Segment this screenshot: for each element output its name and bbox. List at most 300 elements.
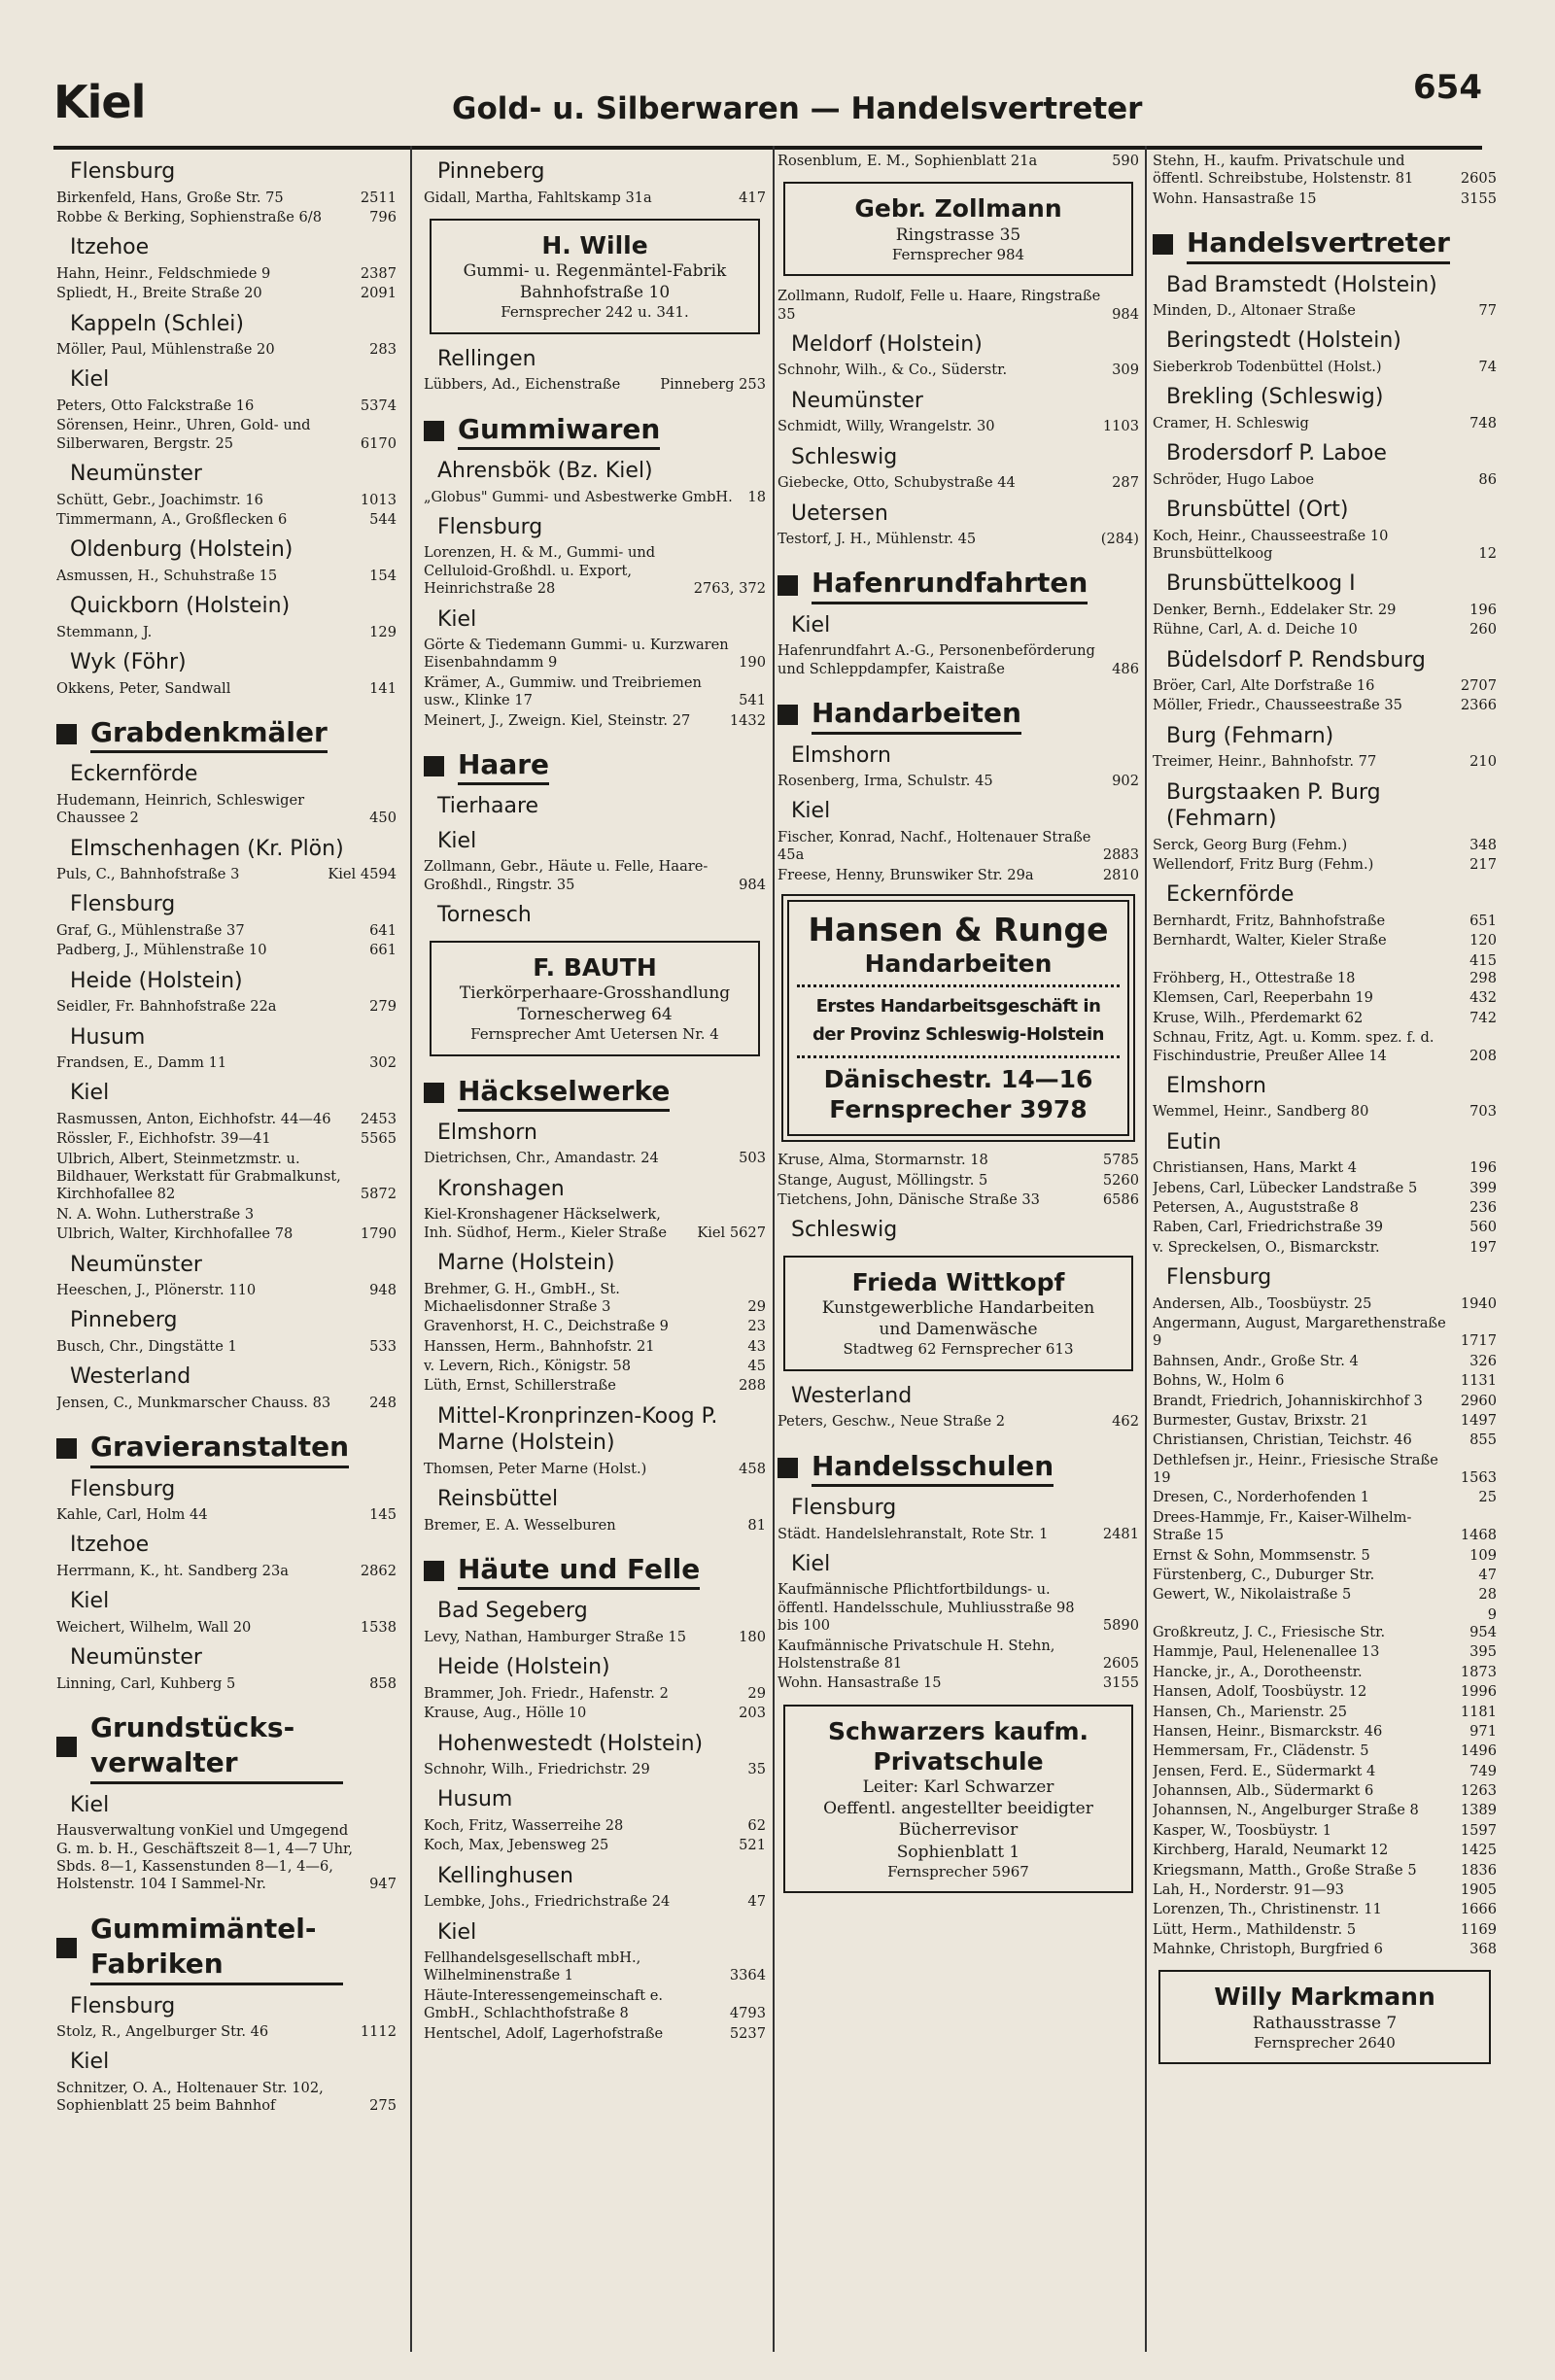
listing-entry xyxy=(778,1674,1139,1692)
advertisement-box xyxy=(783,1256,1133,1371)
listing-name-address: Graf, G., Mühlenstraße 37 xyxy=(56,921,245,939)
listing-name-address: Heeschen, J., Plönerstr. 110 xyxy=(56,1282,257,1299)
listing-entry xyxy=(1153,753,1497,771)
listing-entry xyxy=(1153,1941,1497,1958)
listing-entry xyxy=(424,637,766,673)
listing-entry xyxy=(1153,415,1497,432)
listing-phone-number: 120 xyxy=(1469,932,1497,949)
listing-name-address: Burmester, Gustav, Brixstr. 21 xyxy=(1153,1411,1369,1429)
listing-phone-number: 1131 xyxy=(1460,1372,1497,1390)
listing-name-address: Raben, Carl, Friedrichstraße 39 xyxy=(1153,1219,1384,1236)
column-2 xyxy=(424,151,766,2357)
advertisement-line: Fernsprecher 2640 xyxy=(1254,2033,1396,2052)
listing-phone-number: 2763, 372 xyxy=(693,580,766,598)
listing-name-address: Stehn, H., kaufm. Privatschule und öffentl. Schreibstube, Holstenstr. 81 xyxy=(1153,153,1414,188)
listing-entry xyxy=(56,1206,397,1224)
listing-name-address: Kaufmännische Pflichtfortbildungs- u. öffentl. Handelsschule, Muhliusstraße 98 bis 100 xyxy=(778,1581,1075,1635)
place-heading: Eckernförde xyxy=(70,762,198,787)
listing-phone-number: 348 xyxy=(1469,836,1497,853)
dotted-rule xyxy=(797,984,1120,987)
listing-entry xyxy=(424,858,766,894)
listing-entry xyxy=(1153,528,1497,564)
place-heading: Neumünster xyxy=(791,388,923,413)
place-heading: Oldenburg (Holstein) xyxy=(70,537,294,563)
listing-entry xyxy=(778,1638,1139,1673)
listing-entry xyxy=(778,642,1139,678)
listing-entry xyxy=(56,1675,397,1693)
listing-name-address: Hausverwaltung vonKiel und Umgegend G. m. b. H., Geschäftszeit 8—1, 4—7 Uhr, Sbds. 8—1, Kassenstunden 8—1, 4—6, Holstenstr. 104 I Sammel-Nr. xyxy=(56,1822,354,1893)
place-heading: Kiel xyxy=(70,2050,110,2075)
listing-phone-number: 1717 xyxy=(1460,1332,1497,1350)
advertisement-line: Tornescherweg 64 xyxy=(517,1004,673,1024)
listing-name-address: Peters, Otto Falckstraße 16 xyxy=(56,397,255,414)
listing-name-address: Padberg, J., Mühlenstraße 10 xyxy=(56,942,267,959)
listing-entry xyxy=(424,1685,766,1703)
section-heading xyxy=(56,1710,397,1784)
listing-name-address: Brandt, Friedrich, Johanniskirchhof 3 xyxy=(1153,1392,1423,1409)
listing-entry xyxy=(1153,1372,1497,1390)
listing-name-address: Stolz, R., Angelburger Str. 46 xyxy=(56,2023,269,2041)
listing-name-address: Wohn. Hansastraße 15 xyxy=(778,1674,942,1692)
advertisement-line: H. Wille xyxy=(541,230,648,259)
listing-phone-number: 302 xyxy=(369,1054,397,1072)
place-heading: Itzehoe xyxy=(70,1533,150,1558)
listing-name-address: Großkreutz, J. C., Friesische Str. xyxy=(1153,1624,1386,1641)
listing-name-address: Sörensen, Heinr., Uhren, Gold- und Silberwaren, Bergstr. 25 xyxy=(56,417,311,452)
listing-name-address: Wellendorf, Fritz Burg (Fehm.) xyxy=(1153,856,1374,874)
listing-phone-number: 141 xyxy=(369,679,397,697)
place-heading: Wyk (Föhr) xyxy=(70,650,187,674)
listing-phone-number: 533 xyxy=(369,1337,397,1355)
listing-phone-number: 287 xyxy=(1112,474,1139,492)
listing-name-address: Thomsen, Peter Marne (Holst.) xyxy=(424,1460,647,1477)
listing-name-address: Hanssen, Herm., Bahnhofstr. 21 xyxy=(424,1337,655,1355)
listing-name-address: Spliedt, H., Breite Straße 20 xyxy=(56,285,262,302)
listing-phone-number: 1432 xyxy=(729,711,766,729)
listing-phone-number: 2366 xyxy=(1460,697,1497,714)
place-heading: Burgstaaken P. Burg (Fehmarn) xyxy=(1166,779,1381,832)
place-heading: Tornesch xyxy=(437,903,532,928)
advertisement-line: Frieda Wittkopf xyxy=(851,1267,1065,1296)
listing-phone-number: 29 xyxy=(747,1297,766,1315)
listing-name-address: Giebecke, Otto, Schubystraße 44 xyxy=(778,474,1016,492)
place-heading: Kiel xyxy=(437,1919,477,1945)
listing-entry xyxy=(778,474,1139,492)
listing-phone-number: 5872 xyxy=(360,1186,397,1203)
listing-entry xyxy=(1153,1704,1497,1721)
listing-entry xyxy=(1153,677,1497,695)
listing-phone-number: 62 xyxy=(747,1816,766,1834)
column-divider xyxy=(773,146,775,2352)
section-marker-icon xyxy=(424,1083,444,1103)
place-heading: Kronshagen xyxy=(437,1176,565,1201)
section-title: Grabdenkmäler xyxy=(90,715,328,753)
listing-name-address: Seidler, Fr. Bahnhofstraße 22a xyxy=(56,998,277,1016)
listing-phone-number: 855 xyxy=(1469,1431,1497,1449)
advertisement-box xyxy=(1158,1970,1491,2064)
listing-name-address: Weichert, Wilhelm, Wall 20 xyxy=(56,1618,252,1636)
listing-entry xyxy=(56,568,397,585)
listing-phone-number: 236 xyxy=(1469,1199,1497,1217)
listing-name-address: Kaufmännische Privatschule H. Stehn, Holstenstraße 81 xyxy=(778,1637,1055,1672)
listing-entry xyxy=(56,942,397,959)
listing-name-address: Kruse, Alma, Stormarnstr. 18 xyxy=(778,1152,988,1169)
listing-entry xyxy=(1153,952,1497,988)
page-number: 654 xyxy=(1413,68,1482,107)
listing-entry xyxy=(1153,1842,1497,1859)
listing-entry xyxy=(56,624,397,641)
section-marker-icon xyxy=(424,756,444,776)
listing-entry xyxy=(1153,1862,1497,1880)
listing-entry xyxy=(1153,1239,1497,1257)
listing-phone-number: 1013 xyxy=(360,491,397,508)
listing-entry xyxy=(1153,1802,1497,1819)
listing-name-address: Krämer, A., Gummiw. und Treibriemen usw., Klinke 17 xyxy=(424,673,702,709)
listing-entry xyxy=(56,1282,397,1299)
place-heading: Flensburg xyxy=(70,159,176,184)
place-heading: Westerland xyxy=(791,1383,913,1408)
listing-name-address: Peters, Geschw., Neue Straße 2 xyxy=(778,1413,1006,1431)
advertisement-line: Rathausstrasse 7 xyxy=(1252,2013,1398,2033)
listing-entry xyxy=(424,1338,766,1356)
listing-entry xyxy=(1153,837,1497,854)
advertisement-line: Leiter: Karl Schwarzer xyxy=(862,1777,1054,1798)
listing-phone-number: 2453 xyxy=(360,1110,397,1127)
listing-entry xyxy=(424,1837,766,1854)
listing-phone-number: 1996 xyxy=(1460,1683,1497,1701)
listing-phone-number: 6170 xyxy=(360,434,397,452)
place-heading: Tierhaare xyxy=(437,794,539,819)
listing-name-address: Jensen, Ferd. E., Südermarkt 4 xyxy=(1153,1762,1376,1779)
listing-name-address: Görte & Tiedemann Gummi- u. Kurzwaren Eisenbahndamm 9 xyxy=(424,637,729,672)
listing-name-address: Bröer, Carl, Alte Dorfstraße 16 xyxy=(1153,677,1375,695)
listing-entry xyxy=(1153,1509,1497,1545)
listing-name-address: Bernhardt, Walter, Kieler Straße xyxy=(1153,932,1387,949)
listing-entry xyxy=(1153,1393,1497,1410)
listing-entry xyxy=(1153,1586,1497,1604)
listing-phone-number: 796 xyxy=(369,208,397,225)
listing-entry xyxy=(56,1395,397,1412)
listing-entry xyxy=(56,1822,397,1894)
place-heading: Brunsbüttel (Ort) xyxy=(1166,498,1349,523)
listing-name-address: Brehmer, G. H., GmbH., St. Michaelisdonner Straße 3 xyxy=(424,1280,620,1315)
section-heading xyxy=(778,566,1139,604)
column-3 xyxy=(778,151,1139,2357)
place-heading: Westerland xyxy=(70,1364,191,1390)
listing-entry xyxy=(1153,989,1497,1007)
listing-phone-number: 2481 xyxy=(1102,1525,1139,1542)
listing-name-address: Gidall, Martha, Fahltskamp 31a xyxy=(424,189,652,206)
listing-phone-number: 521 xyxy=(739,1837,766,1854)
listing-entry xyxy=(1153,1901,1497,1918)
place-heading: Kiel xyxy=(70,1792,110,1817)
listing-name-address: N. A. Wohn. Lutherstraße 3 xyxy=(56,1205,255,1223)
listing-entry xyxy=(778,867,1139,884)
listing-name-address: Hemmersam, Fr., Clädenstr. 5 xyxy=(1153,1742,1369,1760)
listing-entry xyxy=(424,674,766,710)
listing-entry xyxy=(1153,856,1497,874)
listing-phone-number: 248 xyxy=(369,1394,397,1411)
place-heading: Rellingen xyxy=(437,346,536,371)
place-heading: Neumünster xyxy=(70,1252,202,1277)
listing-name-address: Kiel-Kronshagener Häckselwerk, Inh. Südhof, Herm., Kieler Straße xyxy=(424,1206,668,1241)
listing-phone-number: 1836 xyxy=(1460,1861,1497,1879)
listing-entry xyxy=(778,829,1139,865)
listing-entry xyxy=(56,922,397,940)
place-heading: Flensburg xyxy=(70,892,176,917)
section-marker-icon xyxy=(424,421,444,441)
place-heading: Kiel xyxy=(70,367,110,393)
listing-phone-number: 1873 xyxy=(1460,1663,1497,1680)
listing-name-address: Hansen, Adolf, Toosbüystr. 12 xyxy=(1153,1683,1367,1701)
listing-phone-number: 35 xyxy=(747,1761,766,1778)
listing-name-address: Dresen, C., Norderhofenden 1 xyxy=(1153,1489,1370,1506)
listing-entry xyxy=(424,1358,766,1375)
listing-name-address: Städt. Handelslehranstalt, Rote Str. 1 xyxy=(778,1525,1049,1542)
place-heading: Neumünster xyxy=(70,462,202,486)
listing-entry xyxy=(778,773,1139,790)
listing-phone-number: 47 xyxy=(1478,1566,1497,1583)
listing-entry xyxy=(56,1054,397,1072)
advertisement-box xyxy=(430,941,760,1056)
section-marker-icon xyxy=(56,1438,77,1459)
listing-entry xyxy=(1153,1199,1497,1217)
column-divider xyxy=(1145,146,1147,2352)
listing-name-address: Cramer, H. Schleswig xyxy=(1153,414,1309,431)
section-heading xyxy=(56,1430,397,1467)
listing-phone-number: 1790 xyxy=(360,1225,397,1243)
listing-phone-number: 196 xyxy=(1469,1159,1497,1177)
advertisement-line: Hansen & Runge xyxy=(808,911,1109,949)
listing-name-address: Hudemann, Heinrich, Schleswiger Chaussee 2 xyxy=(56,791,305,827)
listing-entry xyxy=(424,1461,766,1478)
listing-name-address: Gewert, W., Nikolaistraße 5 xyxy=(1153,1586,1352,1604)
section-heading xyxy=(778,696,1139,734)
listing-phone-number: 1905 xyxy=(1460,1880,1497,1898)
listing-entry xyxy=(1153,1664,1497,1681)
listing-entry xyxy=(1153,1353,1497,1370)
place-heading: Heide (Holstein) xyxy=(437,1655,610,1680)
section-title: Häute und Felle xyxy=(458,1552,700,1590)
section-heading xyxy=(424,1074,766,1112)
listing-phone-number: 3155 xyxy=(1460,190,1497,207)
listing-phone-number: 309 xyxy=(1112,362,1139,379)
listing-phone-number: 2883 xyxy=(1102,846,1139,864)
listing-phone-number: 560 xyxy=(1469,1219,1497,1236)
listing-entry xyxy=(778,1191,1139,1209)
listing-entry xyxy=(1153,1489,1497,1506)
listing-entry xyxy=(1153,190,1497,208)
listing-name-address: Kriegsmann, Matth., Große Straße 5 xyxy=(1153,1861,1417,1879)
listing-phone-number: 703 xyxy=(1469,1103,1497,1121)
listing-name-address: Schmidt, Willy, Wrangelstr. 30 xyxy=(778,418,995,435)
listing-phone-number: 129 xyxy=(369,623,397,640)
listing-entry xyxy=(56,1151,397,1204)
listing-name-address: Stange, August, Möllingstr. 5 xyxy=(778,1171,988,1189)
listing-name-address: Schröder, Hugo Laboe xyxy=(1153,470,1315,488)
listing-entry xyxy=(424,1517,766,1535)
listing-entry xyxy=(424,1206,766,1242)
advertisement-line: Erstes Handarbeitsgeschäft in xyxy=(815,996,1101,1018)
listing-entry xyxy=(56,285,397,302)
place-heading: Husum xyxy=(70,1024,146,1050)
listing-entry xyxy=(1153,697,1497,714)
listing-entry xyxy=(1153,359,1497,376)
listing-entry xyxy=(56,2023,397,2041)
section-marker-icon xyxy=(778,575,798,596)
place-heading: Elmshorn xyxy=(1166,1073,1266,1098)
section-heading xyxy=(1153,225,1497,263)
listing-entry xyxy=(56,397,397,415)
place-heading: Eutin xyxy=(1166,1129,1222,1155)
listing-name-address: Bremer, E. A. Wesselburen xyxy=(424,1516,616,1534)
listing-name-address: Fischer, Konrad, Nachf., Holtenauer Straße 45a xyxy=(778,828,1091,864)
place-heading: Quickborn (Holstein) xyxy=(70,594,291,619)
advertisement-line: Bahnhofstraße 10 xyxy=(519,283,671,303)
listing-name-address: Angermann, August, Margarethenstraße 9 xyxy=(1153,1315,1446,1350)
listing-entry xyxy=(778,153,1139,170)
listing-entry xyxy=(56,792,397,828)
listing-entry xyxy=(1153,932,1497,949)
advertisement-line: Fernsprecher 242 u. 341. xyxy=(501,303,689,322)
listing-entry xyxy=(1153,1295,1497,1313)
place-heading: Kappeln (Schlei) xyxy=(70,311,244,336)
listing-name-address: Koch, Fritz, Wasserreihe 28 xyxy=(424,1816,624,1834)
listing-name-address: Hentschel, Adolf, Lagerhofstraße xyxy=(424,2024,664,2042)
advertisement-line: Oeffentl. angestellter beeidigter Bücherrevisor xyxy=(823,1799,1093,1841)
listing-name-address: Zollmann, Rudolf, Felle u. Haare, Ringstraße 35 xyxy=(778,288,1101,323)
listing-name-address: Schütt, Gebr., Joachimstr. 16 xyxy=(56,491,263,508)
listing-phone-number: 25 xyxy=(1478,1489,1497,1506)
listing-phone-number: 1538 xyxy=(360,1618,397,1636)
advertisement-line: Stadtweg 62 Fernsprecher 613 xyxy=(843,1340,1074,1359)
listing-phone-number: 1425 xyxy=(1460,1842,1497,1859)
place-heading: Kiel xyxy=(70,1081,110,1106)
listing-name-address: Kirchberg, Harald, Neumarkt 12 xyxy=(1153,1842,1389,1859)
listing-phone-number: 486 xyxy=(1112,660,1139,677)
listing-name-address: Krause, Aug., Hölle 10 xyxy=(424,1705,587,1722)
place-heading: Beringstedt (Holstein) xyxy=(1166,328,1401,354)
listing-phone-number: 3155 xyxy=(1102,1674,1139,1692)
listing-entry xyxy=(1153,1315,1497,1351)
place-heading: Husum xyxy=(437,1787,513,1812)
listing-phone-number: 399 xyxy=(1469,1179,1497,1196)
listing-name-address: Levy, Nathan, Hamburger Straße 15 xyxy=(424,1628,686,1645)
listing-phone-number: 984 xyxy=(739,876,766,893)
listing-phone-number: 77 xyxy=(1478,302,1497,320)
listing-entry xyxy=(778,288,1139,324)
advertisement-line: Handarbeiten xyxy=(864,949,1053,978)
listing-phone-number: 1112 xyxy=(360,2023,397,2041)
listing-name-address: Schnau, Fritz, Agt. u. Komm. spez. f. d. Fischindustrie, Preußer Allee 14 xyxy=(1153,1029,1434,1064)
listing-phone-number: 275 xyxy=(369,2097,397,2115)
listing-name-address: Petersen, A., Auguststraße 8 xyxy=(1153,1199,1359,1217)
listing-entry xyxy=(1153,1547,1497,1565)
listing-phone-number: 641 xyxy=(369,921,397,939)
listing-phone-number: 5565 xyxy=(360,1130,397,1148)
advertisement-box xyxy=(783,182,1133,276)
listing-phone-number: 1181 xyxy=(1460,1703,1497,1720)
listing-name-address: Hammje, Paul, Helenenallee 13 xyxy=(1153,1643,1380,1661)
listing-phone-number: 145 xyxy=(369,1506,397,1524)
listing-phone-number: 180 xyxy=(739,1628,766,1645)
listing-entry xyxy=(1153,1763,1497,1780)
place-heading: Elmshorn xyxy=(791,742,891,768)
listing-phone-number: 2605 xyxy=(1460,170,1497,188)
listing-entry xyxy=(424,544,766,598)
listing-name-address: Drees-Hammje, Fr., Kaiser-Wilhelm-Straße 15 xyxy=(1153,1508,1412,1544)
listing-entry xyxy=(1153,1010,1497,1027)
listing-name-address: Herrmann, K., ht. Sandberg 23a xyxy=(56,1562,289,1579)
listing-phone-number: 2707 xyxy=(1460,677,1497,695)
place-heading: Kiel xyxy=(791,1551,831,1576)
section-title: Hafenrundfahrten xyxy=(812,566,1088,604)
listing-name-address: Hafenrundfahrt A.-G., Personenbeförderung und Schleppdampfer, Kaistraße xyxy=(778,642,1095,677)
listing-name-address: Serck, Georg Burg (Fehm.) xyxy=(1153,836,1348,853)
section-heading xyxy=(56,715,397,753)
listing-phone-number: 81 xyxy=(747,1516,766,1534)
listing-name-address: Bernhardt, Fritz, Bahnhofstraße xyxy=(1153,912,1386,929)
listing-entry xyxy=(56,1338,397,1356)
listing-entry xyxy=(1153,1567,1497,1584)
listing-phone-number: 432 xyxy=(1469,989,1497,1007)
listing-name-address: Lübbers, Ad., Eichenstraße xyxy=(424,376,621,394)
listing-entry xyxy=(56,341,397,359)
listing-name-address: Puls, C., Bahnhofstraße 3 xyxy=(56,866,240,883)
listing-entry xyxy=(56,2080,397,2116)
listing-entry xyxy=(1153,1723,1497,1741)
section-marker-icon xyxy=(56,1938,77,1958)
listing-entry xyxy=(1153,1412,1497,1430)
listing-phone-number: 2091 xyxy=(360,285,397,302)
listing-name-address: Rasmussen, Anton, Eichhofstr. 44—46 xyxy=(56,1110,331,1127)
listing-name-address: Rosenblum, E. M., Sophienblatt 21a xyxy=(778,153,1038,169)
listing-name-address: Möller, Friedr., Chausseestraße 35 xyxy=(1153,697,1402,714)
listing-phone-number: 18 xyxy=(747,488,766,505)
listing-phone-number: 858 xyxy=(369,1674,397,1692)
listing-phone-number: 417 xyxy=(739,189,766,206)
place-heading: Elmshorn xyxy=(437,1120,537,1145)
header-left-keyword: Kiel xyxy=(53,76,146,128)
section-heading xyxy=(424,1552,766,1590)
advertisement-line: Kunstgewerbliche Handarbeiten xyxy=(821,1298,1095,1319)
place-heading: Burg (Fehmarn) xyxy=(1166,723,1334,748)
listing-entry xyxy=(56,1619,397,1637)
listing-entry xyxy=(1153,913,1497,930)
listing-phone-number: 5260 xyxy=(1102,1171,1139,1189)
listing-phone-number: 203 xyxy=(739,1705,766,1722)
advertisement-line: Fernsprecher Amt Uetersen Nr. 4 xyxy=(470,1025,719,1044)
listing-entry xyxy=(778,531,1139,548)
listing-phone-number: 5785 xyxy=(1102,1152,1139,1169)
listing-phone-number: 2605 xyxy=(1102,1654,1139,1672)
listing-name-address: Möller, Paul, Mühlenstraße 20 xyxy=(56,341,275,358)
section-title: Handelsschulen xyxy=(812,1449,1054,1487)
listing-phone-number: 197 xyxy=(1469,1238,1497,1256)
listing-entry xyxy=(56,1225,397,1243)
listing-name-address: Hansen, Ch., Marienstr. 25 xyxy=(1153,1703,1348,1720)
section-marker-icon xyxy=(1153,234,1173,255)
advertisement-line: Fernsprecher 3978 xyxy=(829,1095,1088,1124)
listing-entry xyxy=(1153,302,1497,320)
listing-phone-number: 948 xyxy=(369,1282,397,1299)
listing-entry xyxy=(56,417,397,453)
listing-entry xyxy=(56,866,397,883)
listing-name-address: Minden, D., Altonaer Straße xyxy=(1153,302,1356,320)
listing-name-address: Kahle, Carl, Holm 44 xyxy=(56,1506,208,1524)
listing-name-address: Tietchens, John, Dänische Straße 33 xyxy=(778,1191,1040,1209)
listing-phone-number: (284) xyxy=(1100,531,1139,548)
